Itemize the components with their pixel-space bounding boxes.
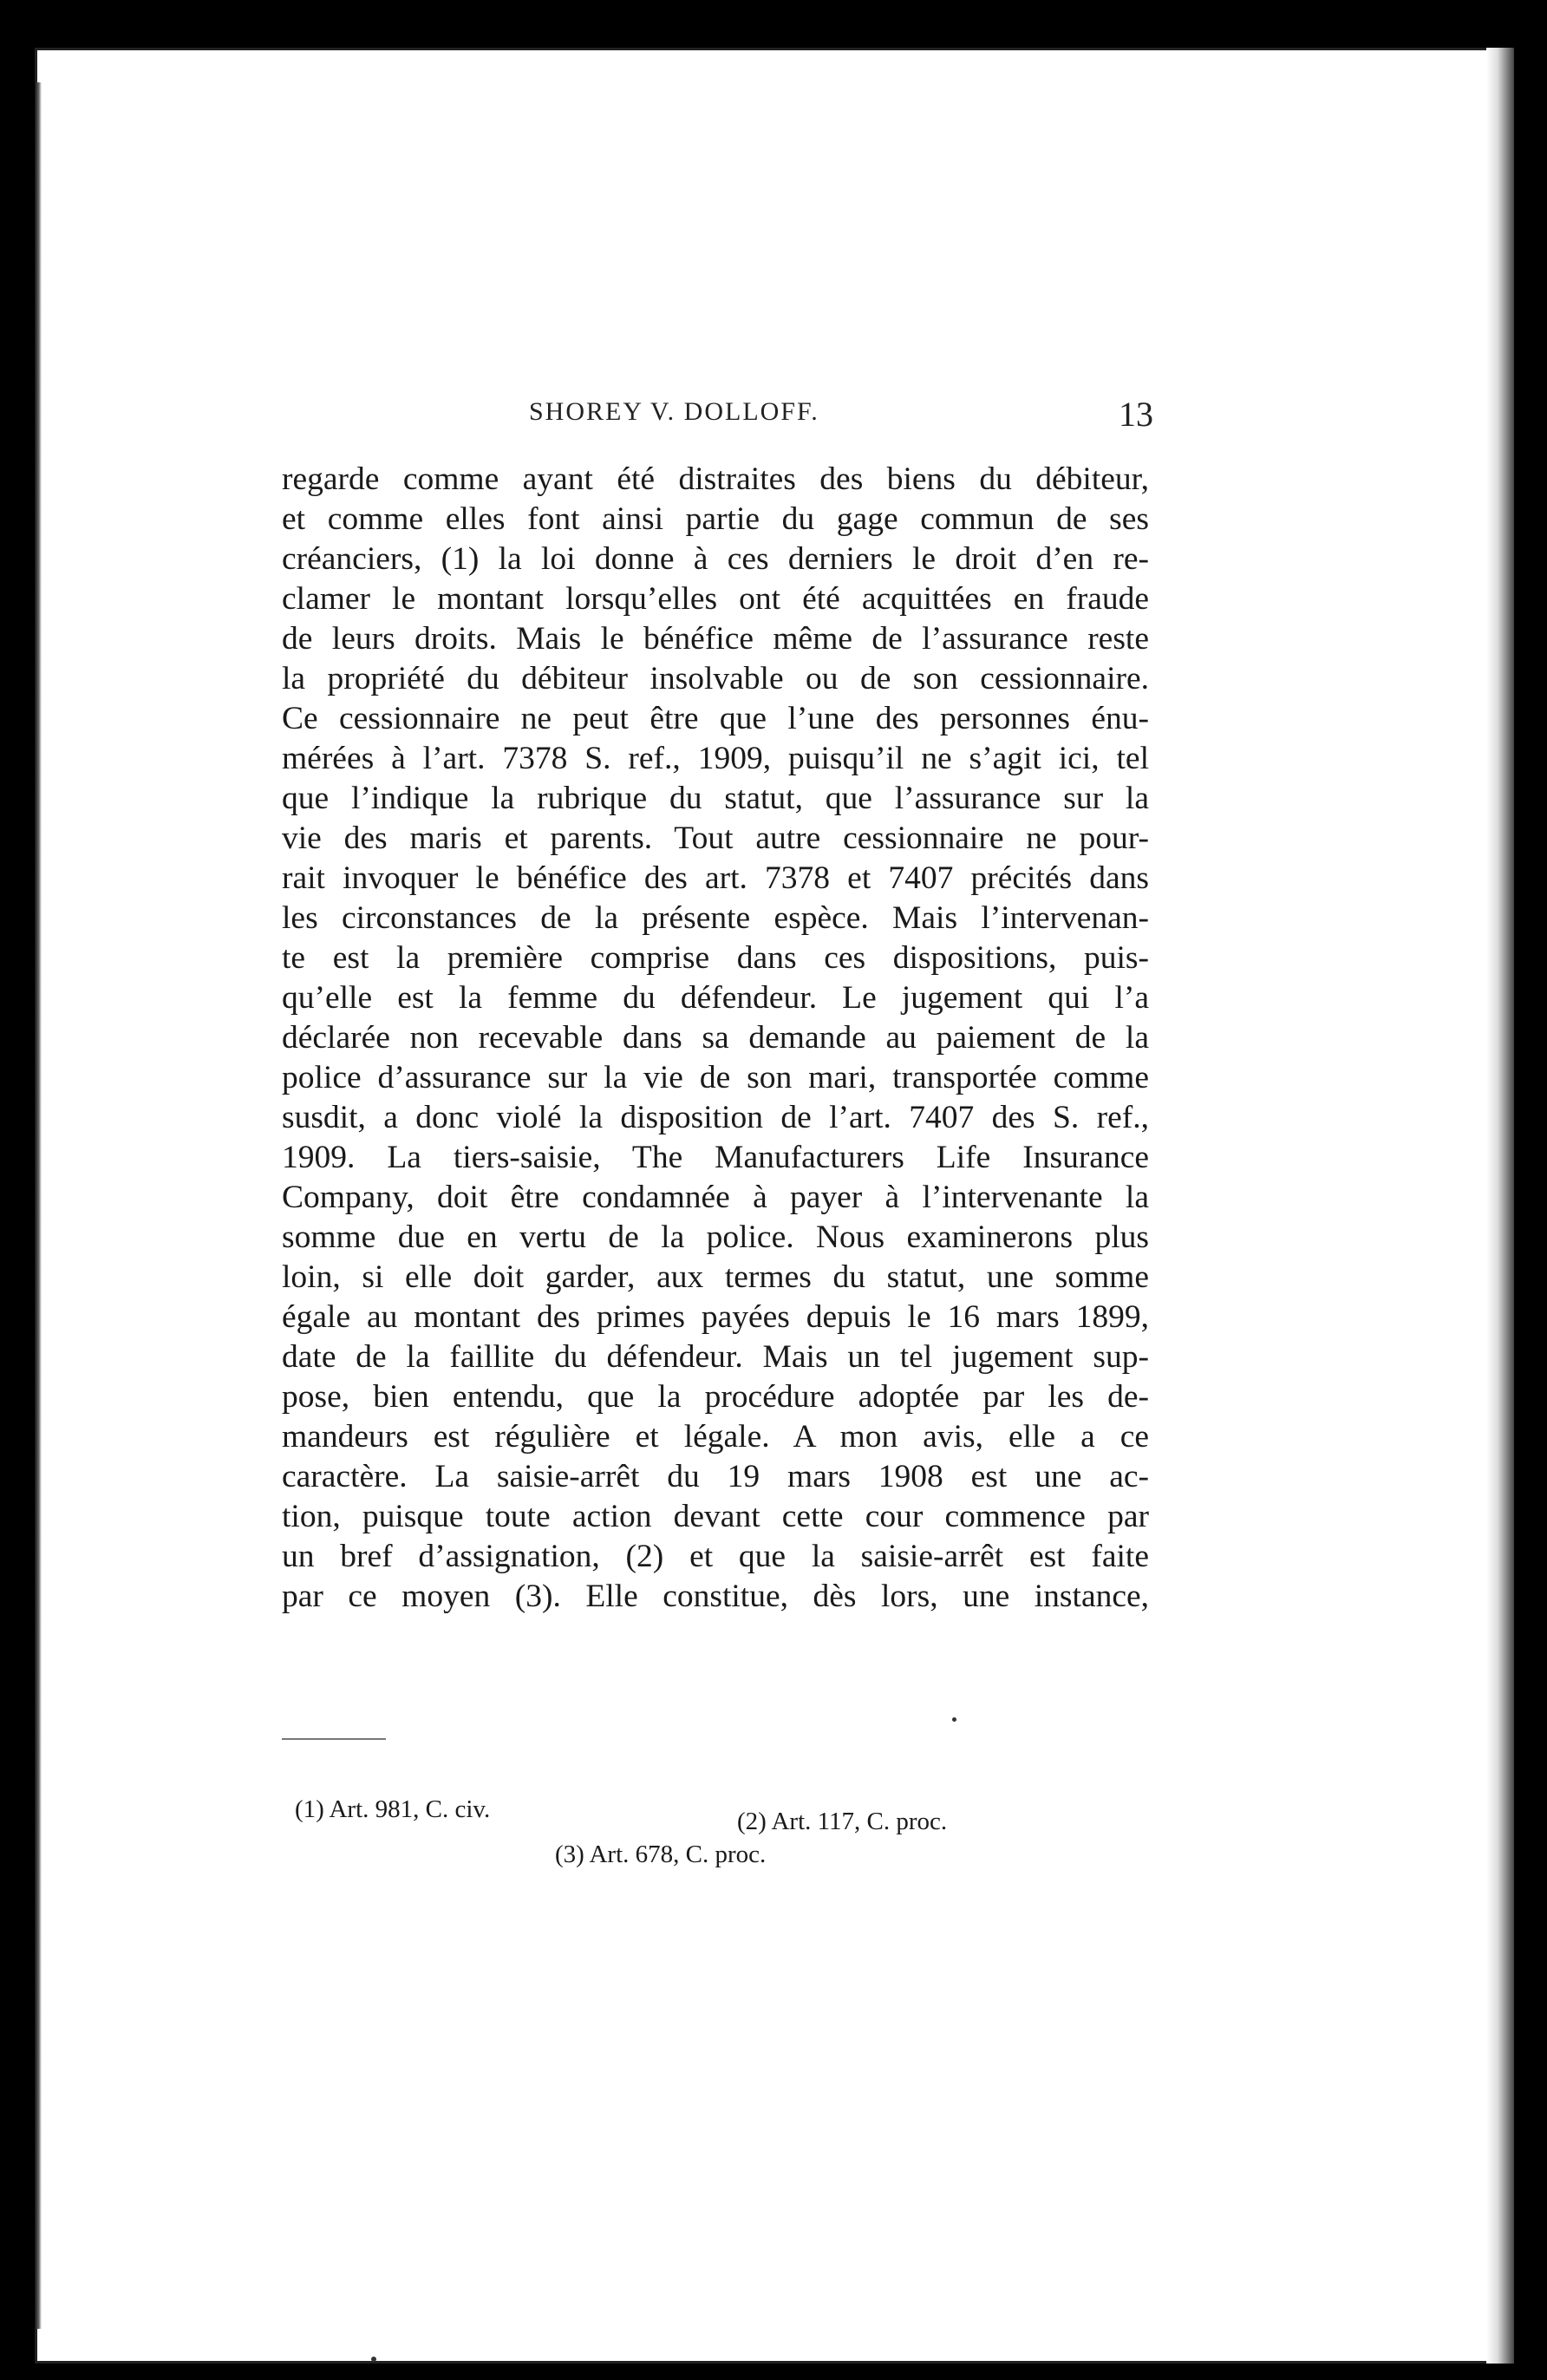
body-line: 1909. La tiers-saisie, The Manufacturers Life Insurance — [282, 1140, 1149, 1175]
body-line: un bref d’assignation, (2) et que la saisie-arrêt est faite — [282, 1539, 1149, 1574]
footnotes — [295, 1795, 1058, 1899]
body-line: tion, puisque toute action devant cette cour commence par — [282, 1499, 1149, 1534]
footnote-3: (3) Art. 678, C. proc. — [555, 1841, 767, 1868]
body-line: les circonstances de la présente espèce. Mais l’intervenan- — [282, 900, 1149, 936]
page-number: 13 — [1119, 395, 1153, 434]
body-line: te est la première comprise dans ces dispositions, puis- — [282, 940, 1149, 976]
body-line: mérées à l’art. 7378 S. ref., 1909, puisqu’il ne s’agit ici, tel — [282, 741, 1149, 776]
body-line: de leurs droits. Mais le bénéfice même de l’assurance reste — [282, 621, 1149, 657]
body-line: date de la faillite du défendeur. Mais un tel jugement sup- — [282, 1339, 1149, 1375]
body-line: Ce cessionnaire ne peut être que l’une des personnes énu- — [282, 701, 1149, 736]
body-line: et comme elles font ainsi partie du gage commun de ses — [282, 501, 1149, 537]
body-line: police d’assurance sur la vie de son mari, transportée comme — [282, 1060, 1149, 1095]
page-edge-shadow — [1486, 48, 1514, 2364]
body-line: créanciers, (1) la loi donne à ces derniers le droit d’en re- — [282, 541, 1149, 577]
running-title: SHOREY V. DOLLOFF. — [529, 397, 819, 426]
body-line: rait invoquer le bénéfice des art. 7378 et 7407 précités dans — [282, 860, 1149, 896]
body-line: par ce moyen (3). Elle constitue, dès lors, une instance, — [282, 1579, 1149, 1614]
body-line: regarde comme ayant été distraites des biens du débiteur, — [282, 461, 1149, 497]
body-line: caractère. La saisie-arrêt du 19 mars 1908 est une ac- — [282, 1459, 1149, 1494]
body-line: qu’elle est la femme du défendeur. Le jugement qui l’a — [282, 980, 1149, 1016]
body-text — [282, 460, 1149, 1617]
body-line: pose, bien entendu, que la procédure adoptée par les de- — [282, 1379, 1149, 1415]
body-line: somme due en vertu de la police. Nous examinerons plus — [282, 1219, 1149, 1255]
body-line: clamer le montant lorsqu’elles ont été acquittées en fraude — [282, 581, 1149, 617]
body-line: égale au montant des primes payées depuis le 16 mars 1899, — [282, 1299, 1149, 1335]
body-line: susdit, a donc violé la disposition de l’art. 7407 des S. ref., — [282, 1100, 1149, 1135]
footnote-2: (2) Art. 117, C. proc. — [737, 1808, 948, 1835]
scan-speck — [371, 2357, 376, 2362]
scan-speck — [952, 1717, 956, 1722]
body-line: mandeurs est régulière et légale. A mon avis, elle a ce — [282, 1419, 1149, 1455]
body-line: la propriété du débiteur insolvable ou de son cessionnaire. — [282, 661, 1149, 696]
body-line: que l’indique la rubrique du statut, que l’assurance sur la — [282, 781, 1149, 816]
body-line: déclarée non recevable dans sa demande au paiement de la — [282, 1020, 1149, 1056]
body-line: loin, si elle doit garder, aux termes du statut, une somme — [282, 1259, 1149, 1295]
page-header — [529, 390, 1153, 442]
page-gutter-shadow — [35, 82, 42, 2329]
body-line: vie des maris et parents. Tout autre cessionnaire ne pour- — [282, 821, 1149, 856]
footnote-rule — [282, 1738, 386, 1740]
footnote-1: (1) Art. 981, C. civ. — [295, 1795, 491, 1823]
body-line: Company, doit être condamnée à payer à l’intervenante la — [282, 1180, 1149, 1215]
